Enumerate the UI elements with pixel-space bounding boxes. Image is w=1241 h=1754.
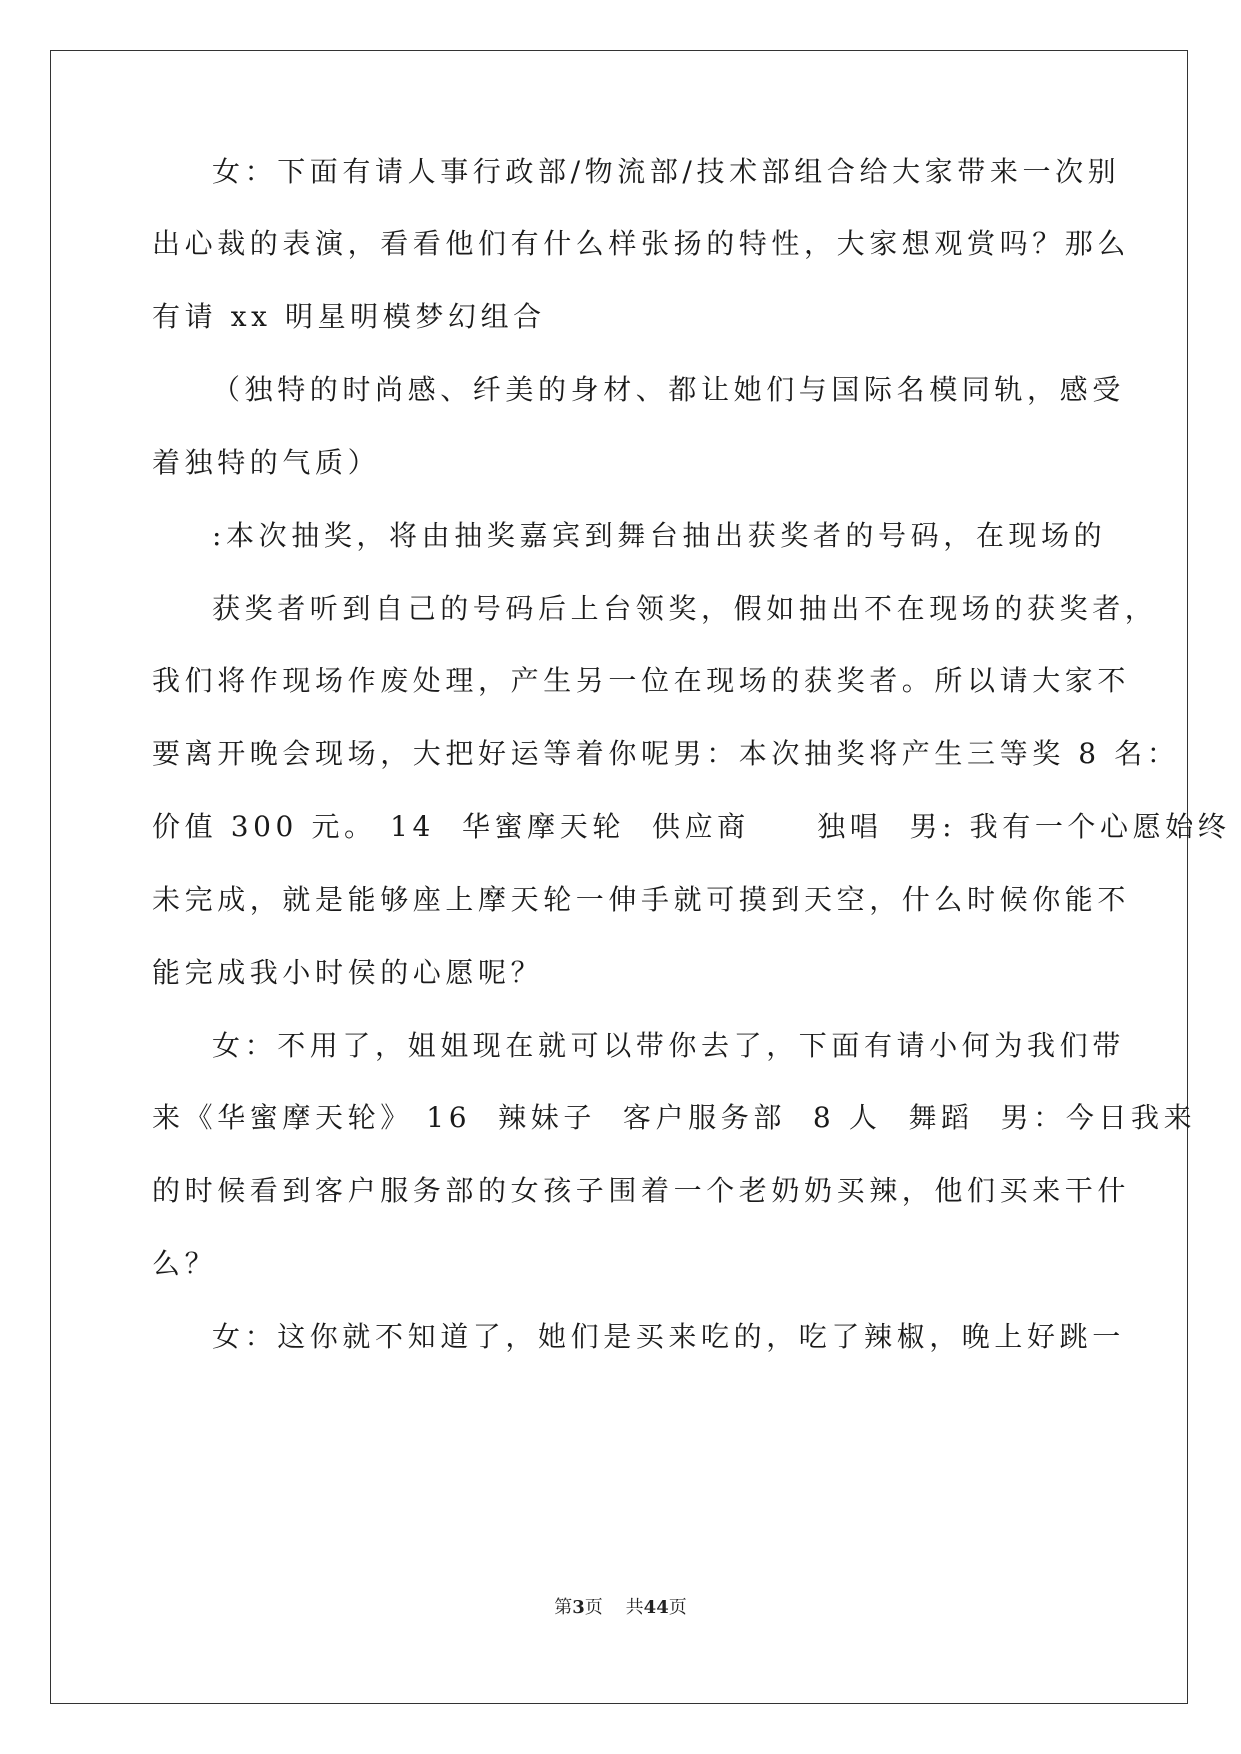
text-line: 女：下面有请人事行政部/物流部/技术部组合给大家带来一次别: [212, 155, 1121, 188]
text-line: 有请 xx 明星明模梦幻组合: [152, 300, 546, 333]
footer-middle: 页 共: [584, 1597, 644, 1618]
text-line: 价值 300 元。 14 华蜜摩天轮 供应商 独唱 男: 我有一个心愿始终: [152, 810, 1231, 843]
text-line: （独特的时尚感、纤美的身材、都让她们与国际名模同轨，感受: [212, 373, 1125, 406]
footer-prefix: 第: [554, 1597, 573, 1618]
text-line: 来《华蜜摩天轮》 16 辣妹子 客户服务部 8 人 舞蹈 男：今日我来: [152, 1101, 1197, 1134]
text-line: 我们将作现场作废处理，产生另一位在现场的获奖者。所以请大家不: [152, 664, 1131, 697]
text-line: 女：不用了，姐姐现在就可以带你去了，下面有请小何为我们带: [212, 1029, 1125, 1062]
text-line: 么？: [152, 1247, 218, 1280]
total-pages-number: 44: [643, 1597, 669, 1618]
text-line: 未完成，就是能够座上摩天轮一伸手就可摸到天空，什么时候你能不: [152, 883, 1131, 916]
text-line: 要离开晚会现场，大把好运等着你呢男：本次抽奖将产生三等奖 8 名：: [152, 737, 1180, 770]
footer-suffix: 页: [668, 1597, 687, 1618]
text-line: :本次抽奖，将由抽奖嘉宾到舞台抽出获奖者的号码，在现场的: [212, 519, 1107, 552]
text-line: 能完成我小时侯的心愿呢？: [152, 956, 544, 989]
current-page-number: 3: [572, 1597, 585, 1618]
text-line: 的时候看到客户服务部的女孩子围着一个老奶奶买辣，他们买来干什: [152, 1174, 1131, 1207]
text-line: 着独特的气质）: [152, 446, 381, 479]
text-line: 女：这你就不知道了，她们是买来吃的，吃了辣椒，晚上好跳一: [212, 1320, 1125, 1353]
page-footer: [0, 1593, 1241, 1619]
text-line: 获奖者听到自己的号码后上台领奖，假如抽出不在现场的获奖者，: [212, 592, 1158, 625]
text-line: 出心裁的表演，看看他们有什么样张扬的特性，大家想观赏吗？那么: [152, 227, 1131, 260]
